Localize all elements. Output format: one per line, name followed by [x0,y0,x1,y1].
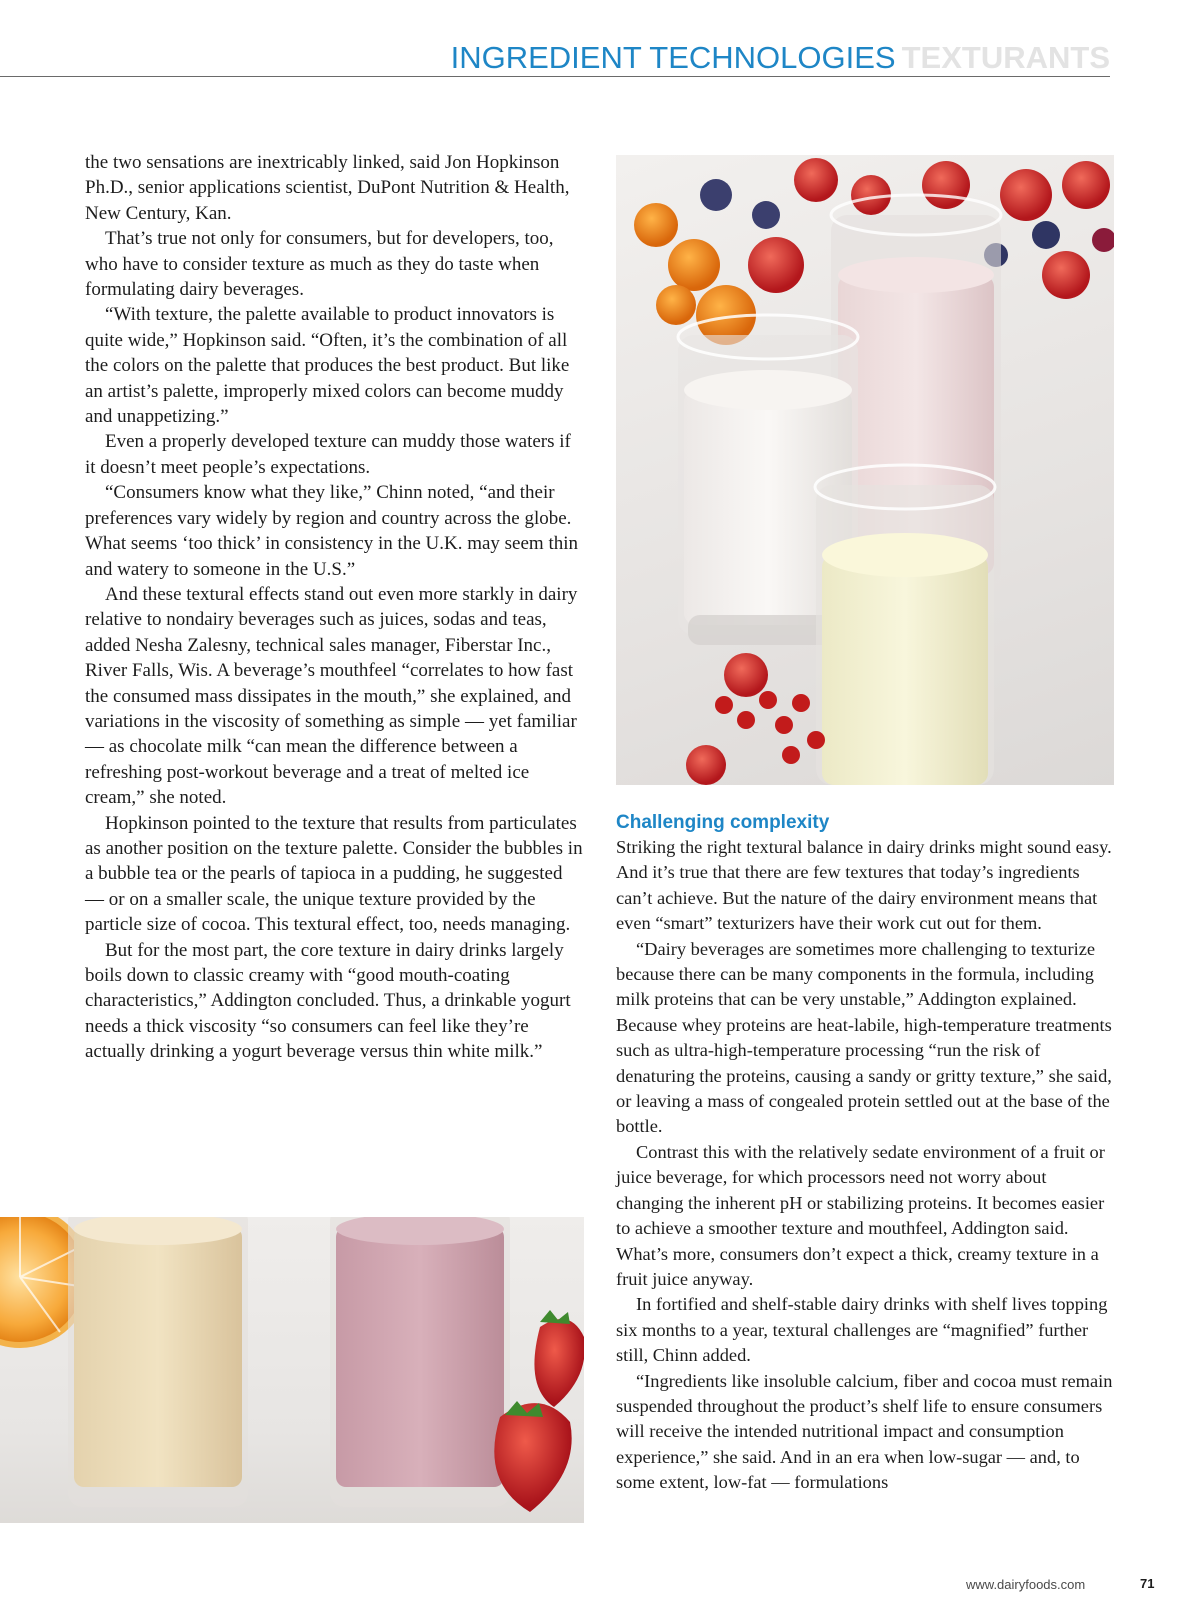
right-column [616,810,1116,1496]
section-title: INGREDIENT TECHNOLOGIES [450,40,896,75]
page-number: 71 [1140,1576,1155,1591]
body-paragraph: “Consumers know what they like,” Chinn noted, “and their preferences vary widely by region and country across the globe. What seems ‘too thick’ in consistency in the U.K. may seem thin and watery to someone in the U.S.” [85,482,579,580]
body-paragraph: And these textural effects stand out even more starkly in dairy relative to nondairy beverages such as juices, sodas and teas, added Nesha Zalesny, technical sales manager, Fiberstar Inc., River Falls, Wis. A beverage’s mouthfeel “correlates to how fast the consumed mass dissipates in the mouth,” she explained, and variations in the viscosity of something as simple — yet familiar — as chocolate milk “can mean the difference between a refreshing post-workout beverage and a treat of melted ice cream,” she noted. [85,583,578,809]
body-paragraph: “Ingredients like insoluble calcium, fiber and cocoa must remain suspended throughout the product’s shelf life to ensure consumers will receive the intended nutritional impact and consumption experience,” she said. And in an era when low-sugar — and, to some extent, low-fat — formulations [616,1370,1113,1493]
topic-title: TEXTURANTS [901,40,1110,75]
left-column [85,150,585,1065]
body-paragraph: That’s true not only for consumers, but for developers, too, who have to consider texture as much as they do taste when formulating dairy beverages. [85,228,554,301]
body-paragraph: “Dairy beverages are sometimes more challenging to texturize because there can be many components in the formula, including milk proteins that can be very unstable,” Addington explained. Because whey proteins are heat-labile, high-temperature treatments such as ultra-high-temperature processing “run the risk of denaturing the proteins, causing a sandy or gritty texture,” she said, or leaving a mass of congealed protein settled out at the base of the bottle. [616,938,1112,1137]
body-paragraph: Contrast this with the relatively sedate environment of a fruit or juice beverage, for which processors need not worry about changing the inherent pH or stabilizing proteins. It becomes easier to achieve a smoother texture and mouthfeel, Addington said. What’s more, consumers don’t expect a thick, creamy texture in a fruit juice anyway. [616,1141,1105,1289]
body-paragraph: Hopkinson pointed to the texture that results from particulates as another position on the texture palette. Consider the bubbles in a bubble tea or the pearls of tapioca in a pudding, he suggested — or on a smaller scale, the unique texture provided by the particle size of cocoa. This textural effect, too, needs managing. [85,812,583,936]
body-paragraph: In fortified and shelf-stable dairy drinks with shelf lives topping six months to a year, textural challenges are “magnified” further still, Chinn added. [616,1294,1108,1366]
section-header [0,40,1110,77]
body-paragraph: Striking the right textural balance in dairy drinks might sound easy. And it’s true that there are few textures that today’s ingredients can’t achieve. But the nature of the dairy environment means that even “smart” texturizers have their work cut out for them. [616,837,1112,934]
photo-three-dairy-drinks [616,155,1114,785]
body-paragraph: “With texture, the palette available to product innovators is quite wide,” Hopkinson said. “Often, it’s the combination of all the colors on the palette that produces the best product. But like an artist’s palette, improperly mixed colors can become muddy and unappetizing.” [85,304,570,428]
body-paragraph: the two sensations are inextricably linked, said Jon Hopkinson Ph.D., senior applications scientist, DuPont Nutrition & Health, New Century, Kan. [85,152,570,224]
body-paragraph: Even a properly developed texture can muddy those waters if it doesn’t meet people’s expectations. [85,431,571,478]
body-paragraph: But for the most part, the core texture in dairy drinks largely boils down to classic creamy with “good mouth-coating characteristics,” Addington concluded. Thus, a drinkable yogurt needs a thick viscosity “so consumers can feel like they’re actually drinking a yogurt beverage versus thin white milk.” [85,939,571,1063]
photo-two-dairy-drinks [0,1217,584,1523]
subhead-challenging-complexity: Challenging complexity [616,812,830,833]
footer-website: www.dairyfoods.com [966,1577,1086,1592]
